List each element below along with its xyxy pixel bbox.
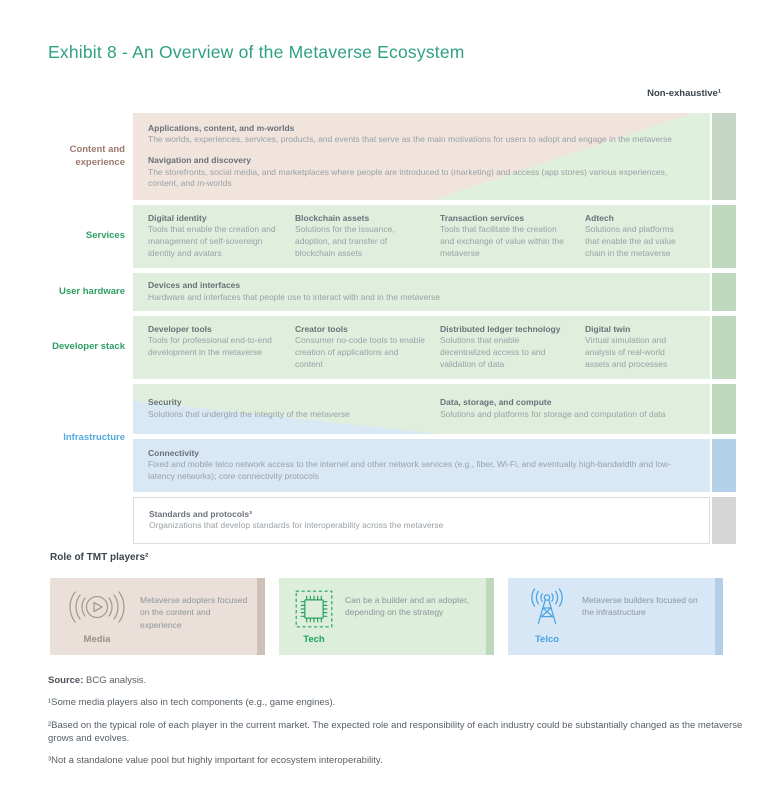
- media-card-text: Metaverse adopters focused on the content and experience: [140, 595, 248, 630]
- card-edge-accent: [486, 578, 494, 655]
- row-edge-accent: [712, 316, 736, 379]
- row-connectivity: [133, 439, 736, 492]
- band-content-experience: [0, 113, 768, 200]
- media-icon-column: [64, 588, 130, 647]
- row-edge-accent: [712, 273, 736, 311]
- tech-card: [279, 578, 494, 655]
- item-desc: Consumer no-code tools to enable creation of applications and content: [295, 335, 425, 370]
- band-label-text: Infrastructure: [63, 431, 125, 443]
- diagram-item: [585, 213, 700, 260]
- non-exhaustive-note: Non-exhaustive¹: [647, 88, 721, 99]
- footnote-2: ²Based on the typical role of each player in the current market. The expected role and responsibility of each industry could be substantially changed as the metaverse grows and evolves.: [48, 719, 743, 744]
- item-title: Applications, content, and m-worlds: [148, 122, 295, 133]
- item-title: Devices and interfaces: [148, 280, 241, 291]
- item-title: Connectivity: [148, 447, 200, 458]
- card-edge-accent: [715, 578, 723, 655]
- diagram-item: [148, 213, 295, 260]
- item-desc: Solutions and platforms for storage and computation of data: [440, 408, 666, 419]
- diagram-item: [148, 397, 440, 420]
- band-label-developer-stack: [0, 316, 125, 379]
- diagram-item: [440, 324, 585, 371]
- tech-card-label: Tech: [303, 634, 325, 645]
- diagram-item: [440, 397, 700, 420]
- item-title: Digital twin: [585, 323, 631, 334]
- item-title: Creator tools: [295, 323, 348, 334]
- item-desc: Hardware and interfaces that people use to interact with and in the metaverse: [148, 291, 441, 302]
- item-desc: Tools that facilitate the creation and exchange of value within the metaverse: [440, 224, 564, 259]
- footnote-1: ¹Some media players also in tech components (e.g., game engines).: [48, 697, 336, 709]
- telco-card-label: Telco: [534, 634, 560, 645]
- row-edge-accent: [712, 113, 736, 200]
- diagram-item: [295, 213, 440, 260]
- connectivity-box: [133, 439, 710, 492]
- band-label-user-hardware: [0, 273, 125, 311]
- standards-box: [133, 497, 710, 544]
- row-edge-accent: [712, 205, 736, 268]
- row-content-experience: [133, 113, 736, 200]
- item-title: Navigation and discovery: [148, 155, 251, 166]
- tmt-players-heading: Role of TMT players²: [50, 552, 149, 563]
- source-text: BCG analysis.: [83, 675, 147, 686]
- telco-card-text: Metaverse builders focused on the infrastructure: [582, 595, 698, 618]
- band-label-text: User hardware: [58, 285, 125, 297]
- item-title: Standards and protocols³: [149, 508, 252, 519]
- telco-card: [508, 578, 723, 655]
- diagram-item: [148, 155, 710, 190]
- row-user-hardware: [133, 273, 736, 311]
- band-label-standards: [0, 497, 125, 544]
- page-title: Exhibit 8 - An Overview of the Metaverse Ecosystem: [48, 42, 465, 62]
- item-title: Distributed ledger technology: [440, 323, 561, 334]
- radio-tower-icon: [522, 588, 572, 630]
- item-desc: Tools for professional end-to-end development in the metaverse: [148, 335, 272, 358]
- item-title: Security: [148, 397, 182, 408]
- item-desc: Solutions and platforms that enable the ad value chain in the metaverse: [585, 224, 676, 259]
- diagram-item: [148, 123, 710, 146]
- row-services: [133, 205, 736, 268]
- item-desc: Organizations that develop standards for interoperability across the metaverse: [149, 520, 444, 531]
- item-desc: The worlds, experiences, services, products, and events that serve as the main motivations for users to adopt and engage in the metaverse: [148, 134, 672, 145]
- item-title: Blockchain assets: [295, 212, 370, 223]
- band-infrastructure: [0, 384, 768, 492]
- band-services: [0, 205, 768, 268]
- band-developer-stack: [0, 316, 768, 379]
- source-label: Source:: [48, 675, 84, 686]
- item-title: Data, storage, and compute: [440, 397, 552, 408]
- band-label-content-experience: [0, 113, 125, 200]
- row-developer-stack: [133, 316, 736, 379]
- broadcast-icon: [64, 588, 130, 626]
- band-label-text: Content and experience: [69, 144, 125, 168]
- diagram-item: [295, 324, 440, 371]
- chip-icon: [293, 588, 335, 630]
- band-label-text: Developer stack: [52, 341, 125, 353]
- item-title: Digital identity: [148, 212, 207, 223]
- tech-card-text: Can be a builder and an adopter, depending on the strategy: [345, 595, 469, 618]
- diagram-item: [148, 448, 710, 483]
- band-label-text: Services: [85, 230, 125, 242]
- diagram-item: [148, 280, 710, 303]
- row-edge-accent: [712, 497, 736, 544]
- diagram-item: [585, 324, 700, 371]
- footnote-3: ³Not a standalone value pool but highly important for ecosystem interoperability.: [48, 755, 383, 767]
- item-title: Adtech: [585, 212, 614, 223]
- row-security-data: [133, 384, 736, 434]
- item-desc: Solutions that undergird the integrity of the metaverse: [148, 408, 350, 419]
- band-user-hardware: [0, 273, 768, 311]
- diagram-item: [148, 324, 295, 371]
- metaverse-ecosystem-diagram: [0, 113, 768, 549]
- diagram-item: [149, 509, 709, 532]
- source-line: [48, 674, 748, 687]
- item-desc: The storefronts, social media, and marketplaces where people are introduced to (marketing) and access (app stores) various experiences, content, and m-worlds: [148, 166, 668, 189]
- tmt-player-cards: [50, 578, 723, 655]
- media-card: [50, 578, 265, 655]
- item-desc: Solutions that enable decentralized access to and validation of data: [440, 335, 546, 370]
- row-edge-accent: [712, 384, 736, 434]
- content-experience-box: [133, 113, 710, 200]
- item-title: Developer tools: [148, 323, 212, 334]
- user-hardware-box: [133, 273, 710, 311]
- item-desc: Tools that enable the creation and management of self-sovereign identity and avatars: [148, 224, 276, 259]
- footnotes: [48, 674, 748, 776]
- band-standards: [0, 497, 768, 544]
- services-box: [133, 205, 710, 268]
- item-desc: Solutions for the issuance, adoption, and transfer of blockchain assets: [295, 224, 395, 259]
- item-title: Transaction services: [440, 212, 525, 223]
- band-label-services: [0, 205, 125, 268]
- band-label-infrastructure: [0, 384, 125, 492]
- security-data-box: [133, 384, 710, 434]
- developer-stack-box: [133, 316, 710, 379]
- media-card-label: Media: [83, 634, 111, 645]
- row-edge-accent: [712, 439, 736, 492]
- telco-icon-column: [522, 588, 572, 647]
- item-desc: Fixed and mobile telco network access to the internet and other network services (e.g., fiber, Wi-Fi, and eventually high-bandwidth and low-latency networks); core connectivity protocols: [148, 459, 672, 482]
- item-desc: Virtual simulation and analysis of real-world assets and processes: [585, 335, 668, 370]
- diagram-item: [440, 213, 585, 260]
- row-standards: [133, 497, 736, 544]
- tech-icon-column: [293, 588, 335, 647]
- card-edge-accent: [257, 578, 265, 655]
